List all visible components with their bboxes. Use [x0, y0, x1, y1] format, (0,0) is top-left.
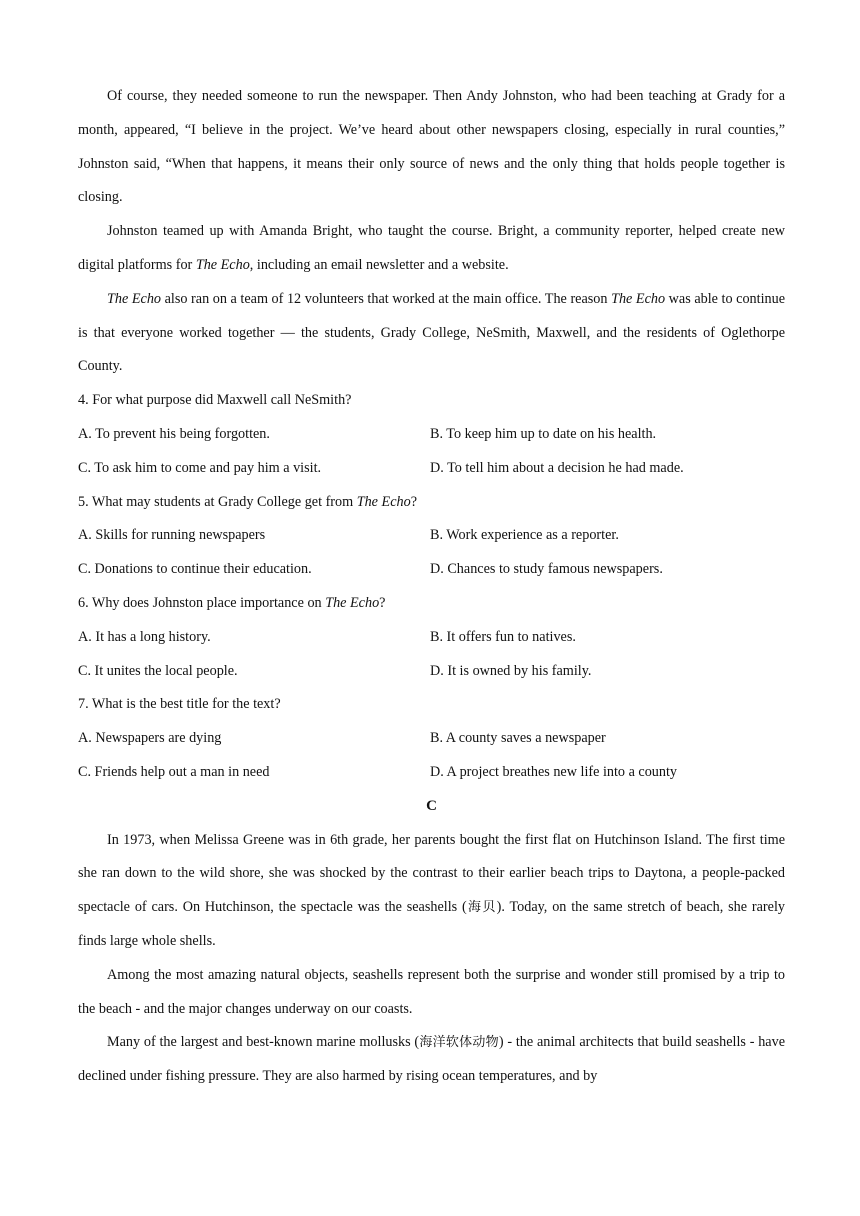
option-d: D. To tell him about a decision he had made.: [430, 459, 684, 476]
option-b: B. To keep him up to date on his health.: [430, 425, 657, 442]
newspaper-title: The Echo: [611, 290, 666, 307]
passage-paragraph: [78, 824, 785, 959]
passage-paragraph: [78, 1026, 785, 1094]
passage-paragraph: Among the most amazing natural objects, seashells represent both the surprise and wonder still promised by a trip to the beach - and the major changes underway on our coasts.: [78, 966, 785, 1017]
option-d: D. It is owned by his family.: [430, 662, 592, 679]
paragraph-text: Many of the largest and best-known marine mollusks (: [107, 1034, 420, 1051]
question-stem: 7. What is the best title for the text?: [78, 696, 281, 713]
passage-paragraph: [78, 80, 785, 215]
option-row: [78, 452, 785, 486]
paragraph-text: ). Today, on the same stretch of beach, she rarely finds large whole shells.: [78, 899, 785, 949]
option-row: [78, 519, 785, 553]
option-row: [78, 655, 785, 689]
option-row: [78, 553, 785, 587]
paragraph-text: was able to continue is that everyone worked together — the students, Grady College, NeSmith, Maxwell, and the residents of Oglethorpe County.: [78, 290, 786, 375]
section-heading: C: [426, 797, 437, 814]
question-text: 6. Why does Johnston place importance on: [78, 594, 326, 611]
question-stem: 4. For what purpose did Maxwell call NeSmith?: [78, 392, 352, 409]
newspaper-title: The Echo: [325, 594, 380, 611]
question-text: ?: [379, 594, 386, 611]
paragraph-text: Of course, they needed someone to run the newspaper. Then Andy Johnston, who had been teaching at Grady for a month, appeared, “I believe in the project. We’ve heard about other newspapers closing, especially in rural counties,” Johnston said, “When that happens, it means their only source of news and the only thing that holds people together is closing.: [78, 88, 785, 206]
option-d: D. Chances to study famous newspapers.: [430, 561, 663, 578]
document-page: [78, 80, 785, 1094]
option-b: B. It offers fun to natives.: [430, 628, 576, 645]
option-row: [78, 756, 785, 790]
option-a: A. Skills for running newspapers: [78, 527, 266, 544]
option-c: C. Donations to continue their education.: [78, 561, 312, 578]
question-stem: [78, 587, 785, 621]
question-text: ?: [410, 493, 417, 510]
option-row: [78, 418, 785, 452]
newspaper-title: The Echo: [195, 256, 250, 273]
option-a: A. It has a long history.: [78, 628, 211, 645]
option-c: C. Friends help out a man in need: [78, 763, 270, 780]
paragraph-text: , including an email newsletter and a website.: [249, 256, 509, 273]
chinese-gloss: 海洋软体动物: [419, 1035, 499, 1051]
paragraph-text: also ran on a team of 12 volunteers that worked at the main office. The reason: [161, 290, 612, 307]
option-a: A. To prevent his being forgotten.: [78, 425, 270, 442]
paragraph-text: ) - the animal architects that build seashells - have declined under fishing pressure. They are also harmed by rising ocean temperatures, and by: [78, 1034, 785, 1085]
option-d: D. A project breathes new life into a county: [430, 763, 678, 780]
option-row: [78, 621, 785, 655]
passage-paragraph: [78, 283, 785, 384]
option-c: C. To ask him to come and pay him a visit.: [78, 459, 322, 476]
option-c: C. It unites the local people.: [78, 662, 238, 679]
option-b: B. A county saves a newspaper: [430, 730, 606, 747]
newspaper-title: The Echo: [107, 290, 162, 307]
question-stem: [78, 486, 785, 520]
newspaper-title: The Echo: [356, 493, 411, 510]
question-text: 5. What may students at Grady College get from: [78, 493, 357, 510]
paragraph-text: Johnston teamed up with Amanda Bright, who taught the course. Bright, a community reporter, helped create new digital platforms for: [78, 223, 785, 273]
option-a: A. Newspapers are dying: [78, 730, 222, 747]
chinese-gloss: 海贝: [466, 900, 497, 916]
option-b: B. Work experience as a reporter.: [430, 527, 619, 544]
option-row: [78, 722, 785, 756]
passage-paragraph: [78, 215, 785, 283]
paragraph-text: In 1973, when Melissa Greene was in 6th grade, her parents bought the first flat on Hutchinson Island. The first time she ran down to the wild shore, she was shocked by the contrast to their earlier beach trips to Daytona, a people-packed spectacle of cars. On Hutchinson, the spectacle was the seashells (: [78, 831, 785, 916]
